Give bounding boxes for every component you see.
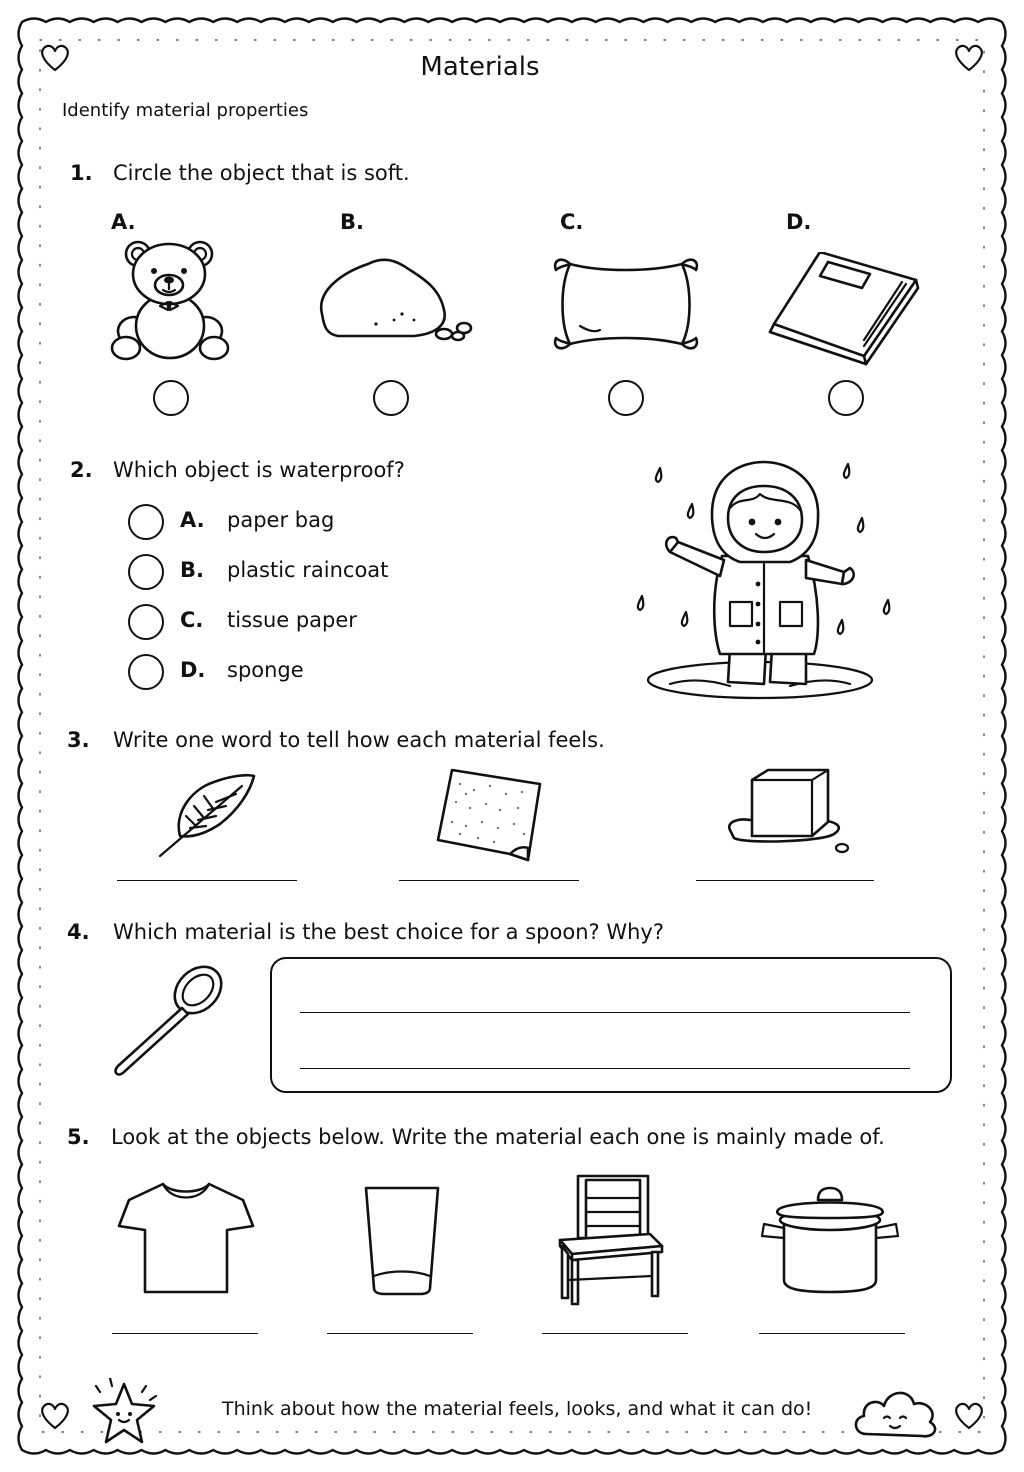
sandpaper-icon [430, 764, 550, 864]
glass-icon [360, 1184, 444, 1296]
spoon-icon [108, 964, 224, 1080]
page-subtitle: Identify material properties [62, 100, 309, 121]
q5-answer-line-shirt[interactable] [112, 1333, 258, 1334]
chair-icon [556, 1172, 664, 1306]
q4-answer-box[interactable] [270, 957, 952, 1093]
q2-option-b-text: plastic raincoat [227, 558, 389, 582]
q5-answer-line-pot[interactable] [759, 1333, 905, 1334]
q3-answer-line-ice[interactable] [696, 880, 874, 881]
ice-cube-icon [724, 766, 854, 862]
question-1-number: 1. [70, 161, 93, 185]
pillow-icon [550, 252, 702, 356]
rock-icon [314, 250, 480, 342]
star-mascot-icon [84, 1378, 166, 1448]
q2-option-a-letter: A. [180, 508, 205, 532]
q3-answer-line-feather[interactable] [117, 880, 297, 881]
question-5-number: 5. [67, 1125, 90, 1149]
q1-option-a-letter: A. [111, 210, 136, 234]
t-shirt-icon [115, 1180, 257, 1296]
question-4-number: 4. [67, 920, 90, 944]
question-5-text: Look at the objects below. Write the material each one is mainly made of. [111, 1125, 885, 1149]
q2-option-a-radio[interactable] [128, 504, 164, 540]
q1-option-d-letter: D. [786, 210, 812, 234]
question-3-number: 3. [67, 728, 90, 752]
child-in-raincoat-icon [630, 456, 902, 706]
q2-option-d-text: sponge [227, 658, 304, 682]
q2-option-c-radio[interactable] [128, 604, 164, 640]
q1-option-d-answer-circle[interactable] [828, 380, 864, 416]
q2-option-d-letter: D. [180, 658, 206, 682]
q1-option-b-letter: B. [340, 210, 364, 234]
q2-option-b-radio[interactable] [128, 554, 164, 590]
cloud-mascot-icon [850, 1382, 940, 1440]
question-3-text: Write one word to tell how each material feels. [113, 728, 605, 752]
q1-option-a-answer-circle[interactable] [153, 380, 189, 416]
q1-option-c-letter: C. [560, 210, 584, 234]
pot-icon [756, 1180, 906, 1298]
q5-answer-line-chair[interactable] [542, 1333, 688, 1334]
q4-answer-line-1[interactable] [300, 1012, 910, 1013]
book-icon [766, 252, 926, 372]
q1-option-b-answer-circle[interactable] [373, 380, 409, 416]
q2-option-a-text: paper bag [227, 508, 335, 532]
footer-tip: Think about how the material feels, looks, and what it can do! [222, 1398, 813, 1420]
heart-icon [952, 1400, 986, 1432]
question-2-number: 2. [70, 458, 93, 482]
q2-option-b-letter: B. [180, 558, 204, 582]
q1-option-c-answer-circle[interactable] [608, 380, 644, 416]
teddy-bear-icon [110, 236, 234, 364]
feather-icon [150, 770, 262, 860]
q5-answer-line-glass[interactable] [327, 1333, 473, 1334]
question-4-text: Which material is the best choice for a spoon? Why? [113, 920, 664, 944]
heart-icon [38, 1400, 72, 1432]
q4-answer-line-2[interactable] [300, 1068, 910, 1069]
page-title: Materials [420, 52, 540, 82]
q2-option-c-text: tissue paper [227, 608, 357, 632]
q2-option-c-letter: C. [180, 608, 204, 632]
q2-option-d-radio[interactable] [128, 654, 164, 690]
q3-answer-line-sandpaper[interactable] [399, 880, 579, 881]
question-2-text: Which object is waterproof? [113, 458, 405, 482]
question-1-text: Circle the object that is soft. [113, 161, 410, 185]
